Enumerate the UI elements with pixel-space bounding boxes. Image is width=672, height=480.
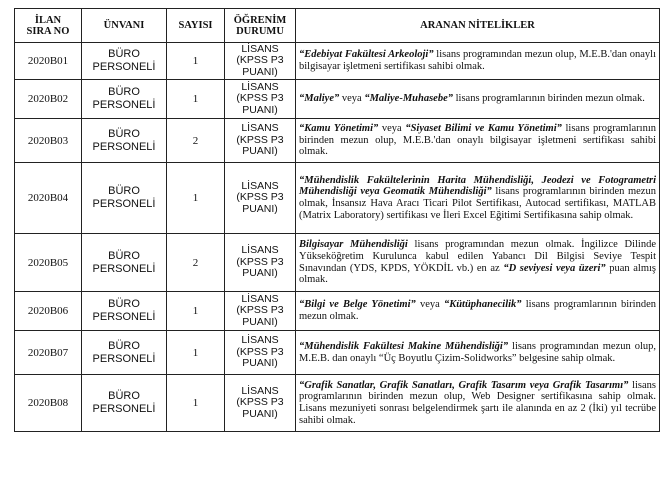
job-listing-document bbox=[14, 8, 659, 432]
cell-sayisi: 2 bbox=[167, 119, 225, 163]
cell-aranan-nitelikler: “Edebiyat Fakültesi Arkeoloji” lisans programından mezun olup, M.E.B.'dan onaylı bilgisayar işletmeni sertifikası sahibi olmak. bbox=[296, 43, 660, 80]
header-aranan-nitelikler: ARANAN NİTELİKLER bbox=[296, 9, 660, 43]
table-row bbox=[15, 234, 660, 292]
cell-aranan-nitelikler: “Grafik Sanatlar, Grafik Sanatları, Grafik Tasarım veya Grafik Tasarımı” lisans programlarının birinden mezun olup, Web Designer sertifikasına sahip olmak. Lisans mezuniyeti sonrası belgelendirmek şartı ile alanında en az 2 (İki) yıl tecrübe sahibi olmak. bbox=[296, 375, 660, 432]
header-sayisi: SAYISI bbox=[167, 9, 225, 43]
cell-sayisi: 1 bbox=[167, 331, 225, 375]
cell-ilan-no: 2020B03 bbox=[15, 119, 82, 163]
table-row bbox=[15, 375, 660, 432]
table-row bbox=[15, 119, 660, 163]
cell-ilan-no: 2020B02 bbox=[15, 80, 82, 119]
cell-ogrenim-durumu: LİSANS (KPSS P3 PUANI) bbox=[225, 43, 296, 80]
cell-aranan-nitelikler: Bilgisayar Mühendisliği lisans programından mezun olmak. İngilizce Dilinde Yükseköğretim Kurulunca kabul edilen Yabancı Dil Bilgisi Seviye Tespit Sınavından (YDS, KPDS, YÖKDİL vb.) en az “D seviyesi veya üzeri” puan almış olmak. bbox=[296, 234, 660, 292]
cell-sayisi: 1 bbox=[167, 375, 225, 432]
cell-unvan: BÜRO PERSONELİ bbox=[82, 375, 167, 432]
cell-sayisi: 1 bbox=[167, 80, 225, 119]
table-row bbox=[15, 80, 660, 119]
cell-unvan: BÜRO PERSONELİ bbox=[82, 119, 167, 163]
cell-ogrenim-durumu: LİSANS (KPSS P3 PUANI) bbox=[225, 331, 296, 375]
cell-ilan-no: 2020B01 bbox=[15, 43, 82, 80]
table-body bbox=[15, 43, 660, 432]
header-sira-no: İLAN SIRA NO bbox=[15, 9, 82, 43]
cell-aranan-nitelikler: “Kamu Yönetimi” veya “Siyaset Bilimi ve Kamu Yönetimi” lisans programlarının birinden mezun olup, M.E.B.'dan onaylı bilgisayar işletmeni sertifikası sahibi olmak. bbox=[296, 119, 660, 163]
table-row bbox=[15, 292, 660, 331]
cell-ogrenim-durumu: LİSANS (KPSS P3 PUANI) bbox=[225, 292, 296, 331]
cell-sayisi: 1 bbox=[167, 163, 225, 234]
header-ogrenim-durumu: ÖĞRENİM DURUMU bbox=[225, 9, 296, 43]
cell-sayisi: 1 bbox=[167, 43, 225, 80]
cell-unvan: BÜRO PERSONELİ bbox=[82, 163, 167, 234]
cell-ogrenim-durumu: LİSANS (KPSS P3 PUANI) bbox=[225, 234, 296, 292]
cell-unvan: BÜRO PERSONELİ bbox=[82, 292, 167, 331]
table-row bbox=[15, 43, 660, 80]
table-row bbox=[15, 331, 660, 375]
cell-unvan: BÜRO PERSONELİ bbox=[82, 80, 167, 119]
job-listing-table bbox=[14, 8, 660, 432]
table-row bbox=[15, 163, 660, 234]
cell-unvan: BÜRO PERSONELİ bbox=[82, 331, 167, 375]
cell-ilan-no: 2020B07 bbox=[15, 331, 82, 375]
cell-unvan: BÜRO PERSONELİ bbox=[82, 43, 167, 80]
cell-ilan-no: 2020B05 bbox=[15, 234, 82, 292]
cell-ogrenim-durumu: LİSANS (KPSS P3 PUANI) bbox=[225, 375, 296, 432]
header-row bbox=[15, 9, 660, 43]
header-unvan: ÜNVANI bbox=[82, 9, 167, 43]
cell-ilan-no: 2020B06 bbox=[15, 292, 82, 331]
cell-aranan-nitelikler: “Bilgi ve Belge Yönetimi” veya “Kütüphanecilik” lisans programlarının birinden mezun olmak. bbox=[296, 292, 660, 331]
cell-ogrenim-durumu: LİSANS (KPSS P3 PUANI) bbox=[225, 119, 296, 163]
cell-ogrenim-durumu: LİSANS (KPSS P3 PUANI) bbox=[225, 80, 296, 119]
cell-sayisi: 2 bbox=[167, 234, 225, 292]
cell-ilan-no: 2020B08 bbox=[15, 375, 82, 432]
cell-ilan-no: 2020B04 bbox=[15, 163, 82, 234]
cell-aranan-nitelikler: “Mühendislik Fakültelerinin Harita Mühendisliği, Jeodezi ve Fotogrametri Mühendisliği veya Geomatik Mühendisliği” lisans programlarının birinden mezun olmak, İnsansız Hava Aracı Ticari Pilot Sertifikası, Autocad sertifikası, MATLAB (Matrix Laboratory) sertifikası ve İleri Excel Eğitimi Sertifikasına sahip olmak. bbox=[296, 163, 660, 234]
cell-aranan-nitelikler: “Maliye” veya “Maliye-Muhasebe” lisans programlarının birinden mezun olmak. bbox=[296, 80, 660, 119]
cell-ogrenim-durumu: LİSANS (KPSS P3 PUANI) bbox=[225, 163, 296, 234]
cell-aranan-nitelikler: “Mühendislik Fakültesi Makine Mühendisliği” lisans programından mezun olup, M.E.B. dan onaylı “Üç Boyutlu Çizim-Solidworks” belgesine sahip olmak. bbox=[296, 331, 660, 375]
cell-unvan: BÜRO PERSONELİ bbox=[82, 234, 167, 292]
cell-sayisi: 1 bbox=[167, 292, 225, 331]
